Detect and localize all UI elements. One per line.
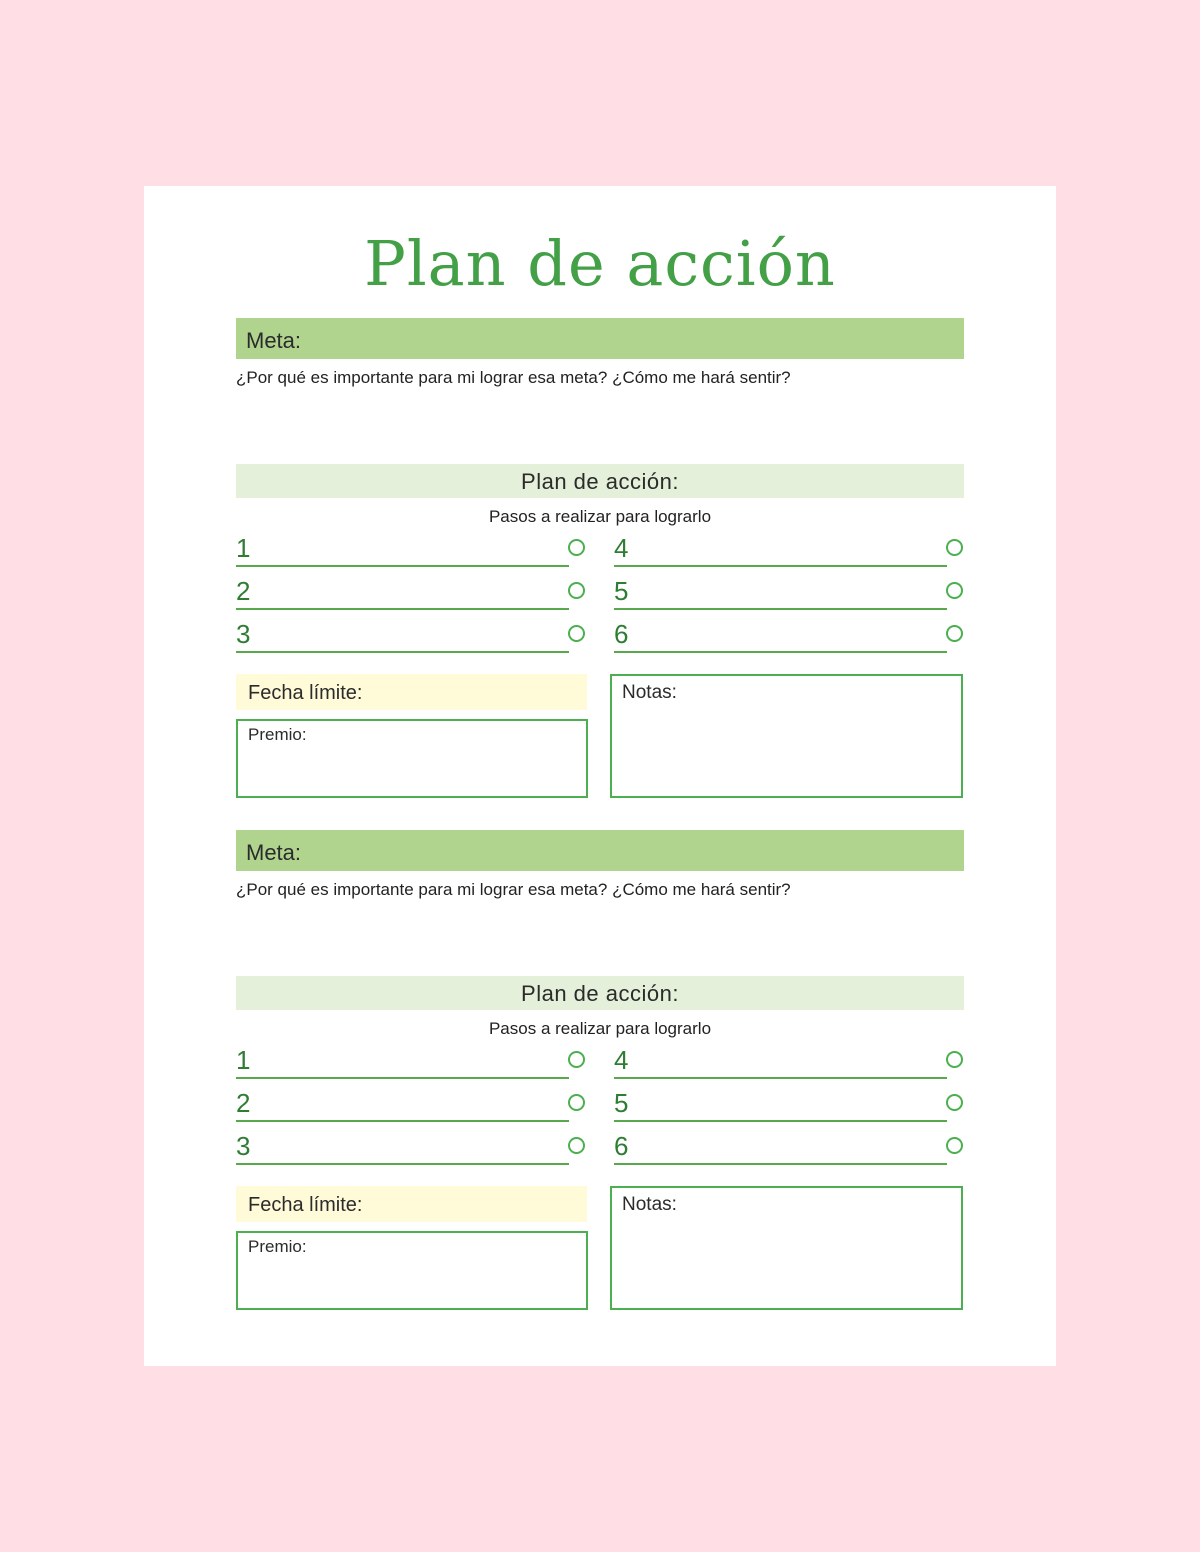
step-checkbox-icon[interactable]	[946, 1051, 963, 1068]
step-line[interactable]	[614, 610, 947, 653]
step-checkbox-icon[interactable]	[568, 1137, 585, 1154]
notes-box[interactable]	[610, 1186, 963, 1310]
step-line[interactable]	[236, 524, 569, 567]
step-checkbox-icon[interactable]	[946, 1094, 963, 1111]
step-number: 5	[614, 1088, 629, 1118]
deadline-field[interactable]: Fecha límite:	[236, 674, 587, 710]
step-line[interactable]	[236, 567, 569, 610]
why-question: ¿Por qué es importante para mi lograr esa meta? ¿Cómo me hará sentir?	[236, 368, 791, 387]
reward-box[interactable]	[236, 719, 588, 798]
steps-subtitle: Pasos a realizar para lograrlo	[488, 507, 712, 526]
step-checkbox-icon[interactable]	[568, 625, 585, 642]
reward-label: Premio:	[248, 725, 307, 744]
step-number: 3	[236, 1131, 251, 1161]
step-line[interactable]	[614, 1036, 947, 1079]
notes-label: Notas:	[622, 682, 677, 703]
step-checkbox-icon[interactable]	[568, 539, 585, 556]
step-line[interactable]	[614, 524, 947, 567]
step-checkbox-icon[interactable]	[568, 1094, 585, 1111]
step-number: 2	[236, 1088, 251, 1118]
step-checkbox-icon[interactable]	[568, 582, 585, 599]
step-checkbox-icon[interactable]	[946, 1137, 963, 1154]
step-checkbox-icon[interactable]	[946, 539, 963, 556]
step-number: 2	[236, 576, 251, 606]
page-title: Plan de acción	[364, 227, 836, 300]
notes-box[interactable]	[610, 674, 963, 798]
step-checkbox-icon[interactable]	[568, 1051, 585, 1068]
step-line[interactable]	[614, 567, 947, 610]
meta-header[interactable]: Meta:	[236, 318, 964, 359]
deadline-field[interactable]: Fecha límite:	[236, 1186, 587, 1222]
step-number: 1	[236, 533, 251, 563]
planner-sheet	[144, 186, 1056, 1366]
reward-box[interactable]	[236, 1231, 588, 1310]
why-question: ¿Por qué es importante para mi lograr esa meta? ¿Cómo me hará sentir?	[236, 880, 791, 899]
step-line[interactable]	[236, 1079, 569, 1122]
reward-label: Premio:	[248, 1237, 307, 1256]
step-line[interactable]	[236, 1036, 569, 1079]
step-number: 1	[236, 1045, 251, 1075]
step-checkbox-icon[interactable]	[946, 625, 963, 642]
step-line[interactable]	[236, 610, 569, 653]
plan-header: Plan de acción:	[236, 976, 964, 1010]
goal-section-1	[236, 318, 964, 798]
steps-subtitle: Pasos a realizar para lograrlo	[488, 1019, 712, 1038]
step-line[interactable]	[614, 1122, 947, 1165]
meta-header[interactable]: Meta:	[236, 830, 964, 871]
plan-header: Plan de acción:	[236, 464, 964, 498]
notes-label: Notas:	[622, 1194, 677, 1215]
step-number: 3	[236, 619, 251, 649]
step-line[interactable]	[614, 1079, 947, 1122]
step-number: 5	[614, 576, 629, 606]
goal-section-2	[236, 830, 964, 1310]
step-line[interactable]	[236, 1122, 569, 1165]
step-checkbox-icon[interactable]	[946, 582, 963, 599]
step-number: 4	[614, 533, 629, 563]
step-number: 6	[614, 619, 629, 649]
step-number: 4	[614, 1045, 629, 1075]
step-number: 6	[614, 1131, 629, 1161]
